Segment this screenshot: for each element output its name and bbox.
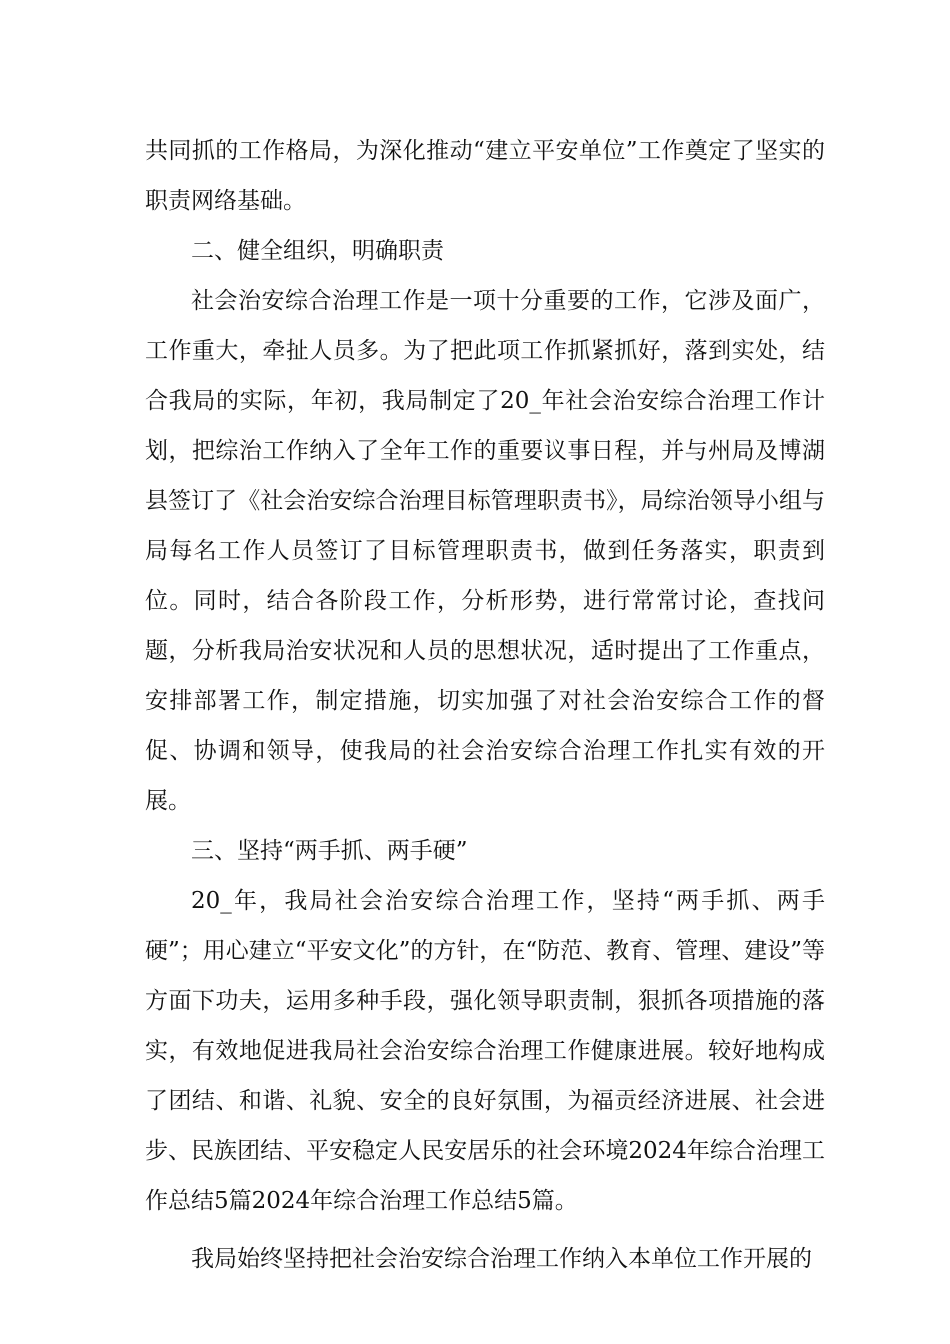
paragraph-gap: [145, 1226, 825, 1234]
document-body: [145, 126, 825, 1284]
paragraph-body: 20_年，我局社会治安综合治理工作，坚持“两手抓、两手硬”；用心建立“平安文化”的方针，在“防范、教育、管理、建设”等方面下功夫，运用多种手段，强化领导职责制，狠抓各项措施的落实，有效地促进我局社会治安综合治理工作健康进展。较好地构成了团结、和谐、礼貌、安全的良好氛围，为福贡经济进展、社会进步、民族团结、平安稳定人民安居乐的社会环境2024年综合治理工作总结5篇2024年综合治理工作总结5篇。: [145, 888, 825, 1214]
section-heading-2: 二、健全组织，明确职责: [191, 238, 444, 264]
paragraph-body: 社会治安综合治理工作是一项十分重要的工作，它涉及面广，工作重大，牵扯人员多。为了把此项工作抓紧抓好，落到实处，结合我局的实际，年初，我局制定了20_年社会治安综合治理工作计划，把综治工作纳入了全年工作的重要议事日程，并与州局及博湖县签订了《社会治安综合治理目标管理职责书》，局综治领导小组与局每名工作人员签订了目标管理职责书，做到任务落实，职责到位。同时，结合各阶段工作，分析形势，进行常常讨论，查找问题，分析我局治安状况和人员的思想状况，适时提出了工作重点，安排部署工作，制定措施，切实加强了对社会治安综合工作的督促、协调和领导，使我局的社会治安综合治理工作扎实有效的开展。: [145, 288, 825, 814]
section-heading-3: 三、坚持“两手抓、两手硬”: [191, 838, 468, 864]
paragraph-continued: 共同抓的工作格局，为深化推动“建立平安单位”工作奠定了坚实的职责网络基础。: [145, 138, 825, 214]
paragraph-body: 我局始终坚持把社会治安综合治理工作纳入本单位工作开展的: [191, 1246, 812, 1272]
